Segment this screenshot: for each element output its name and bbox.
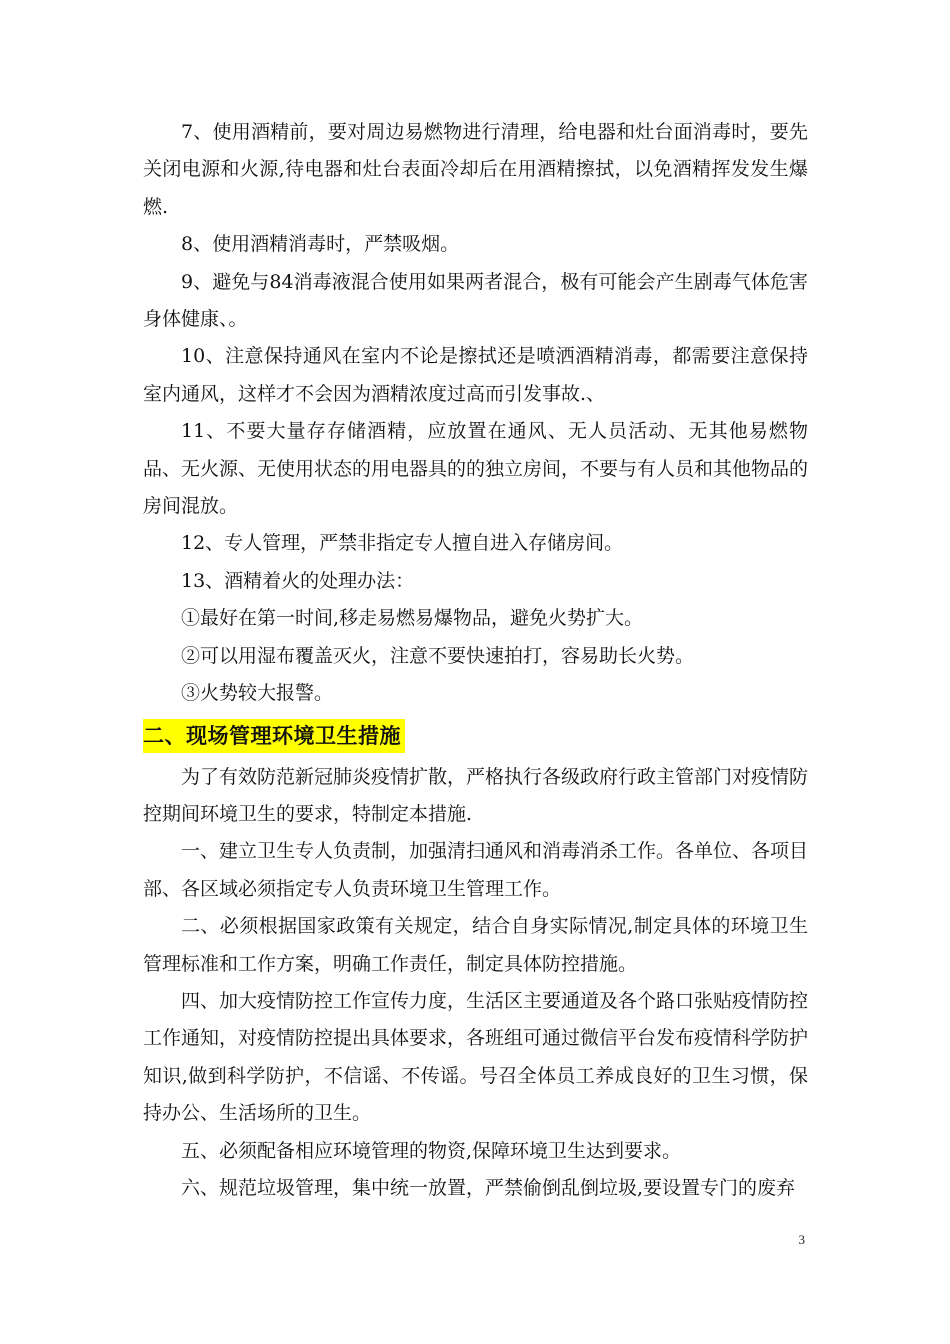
paragraph-item-12: 12、专人管理，严禁非指定专人擅自进入存储房间。 (181, 532, 624, 555)
paragraph-item-11: 11、不要大量存存储酒精，应放置在通风、无人员活动、无其他易燃物品、无火源、无使用状态的用电器具的的独立房间，不要与有人员和其他物品的房间混放。 (143, 420, 809, 518)
document-body (143, 114, 808, 1207)
paragraph-item-7: 7、使用酒精前，要对周边易燃物进行清理，给电器和灶台面消毒时，要先关闭电源和火源,待电器和灶台表面冷却后在用酒精擦拭，以免酒精挥发发生爆燃. (143, 121, 808, 218)
intro-paragraph: 为了有效防范新冠肺炎疫情扩散，严格执行各级政府行政主管部门对疫情防控期间环境卫生的要求，特制定本措施. (143, 765, 809, 825)
paragraph-item-8: 8、使用酒精消毒时，严禁吸烟。 (181, 233, 460, 256)
section-heading-wrapper (143, 719, 808, 755)
measure-4-paragraph: 四、加大疫情防控工作宣传力度，生活区主要通道及各个路口张贴疫情防控工作通知，对疫情防控提出具体要求，各班组可通过微信平台发布疫情科学防护知识,做到科学防护，不信谣、不传谣。号召全体员工养成良好的卫生习惯，保持办公、生活场所的卫生。 (143, 989, 809, 1125)
fire-step-1: ①最好在第一时间,移走易燃易爆物品，避免火势扩大。 (181, 607, 644, 630)
page-number: 3 (798, 1232, 805, 1247)
measure-2-paragraph: 二、必须根据国家政策有关规定，结合自身实际情况,制定具体的环境卫生管理标准和工作方案，明确工作责任，制定具体防控措施。 (143, 915, 808, 975)
paragraph-item-10: 10、注意保持通风在室内不论是擦拭还是喷洒酒精消毒，都需要注意保持室内通风，这样才不会因为酒精浓度过高而引发事故.、 (143, 345, 808, 405)
fire-step-3: ③火势较大报警。 (181, 682, 334, 705)
paragraph-item-9: 9、避免与84消毒液混合使用如果两者混合，极有可能会产生剧毒气体危害身体健康、。 (143, 270, 808, 331)
measure-1-paragraph: 一、建立卫生专人负责制，加强清扫通风和消毒消杀工作。各单位、各项目部、各区域必须指定专人负责环境卫生管理工作。 (143, 840, 809, 900)
section-heading: 二、现场管理环境卫生措施 (143, 719, 405, 753)
paragraph-item-13: 13、酒精着火的处理办法： (181, 569, 415, 592)
measure-5-paragraph: 五、必须配备相应环境管理的物资,保障环境卫生达到要求。 (181, 1139, 682, 1162)
fire-step-2: ②可以用湿布覆盖灭火，注意不要快速拍打，容易助长火势。 (181, 644, 695, 667)
measure-6-paragraph: 六、规范垃圾管理，集中统一放置，严禁偷倒乱倒垃圾,要设置专门的废弃 (181, 1176, 796, 1199)
